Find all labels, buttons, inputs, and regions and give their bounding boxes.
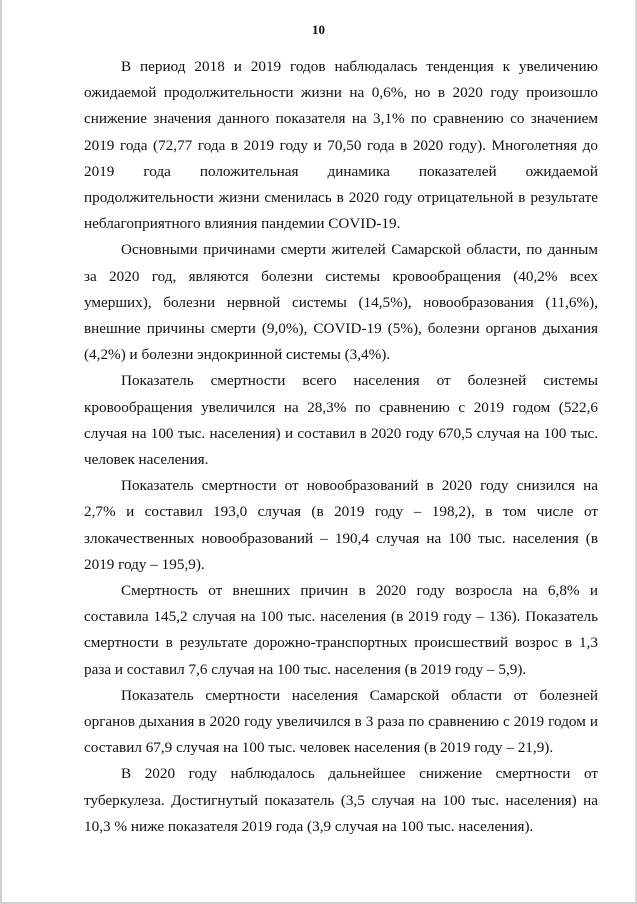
scan-edge-left xyxy=(0,0,2,904)
paragraph-life-expectancy: В период 2018 и 2019 годов наблюдалась тенденция к увеличению ожидаемой продолжительности жизни на 0,6%, но в 2020 году произошло снижение значения данного показателя на 3,1% по сравнению со значением 2019 года (72,77 года в 2019 году и 70,50 года в 2020 году). Многолетняя до 2019 года положительная динамика показателей ожидаемой продолжительности жизни сменилась в 2020 году отрицательной в результате неблагоприятного влияния пандемии COVID-19. xyxy=(84,58,598,233)
paragraph-causes-of-death: Основными причинами смерти жителей Самарской области, по данным за 2020 год, являются болезни системы кровообращения (40,2% всех умерших), болезни нервной системы (14,5%), новообразования (11,6%), внешние причины смерти (9,0%), COVID-19 (5%), болезни органов дыхания (4,2%) и болезни эндокринной системы (3,4%). xyxy=(84,241,598,364)
page-number: 10 xyxy=(312,22,325,37)
paragraph-external-causes: Смертность от внешних причин в 2020 году возросла на 6,8% и составила 145,2 случая на 100 тыс. населения (в 2019 году – 136). Показатель смертности в результате дорожно-транспортных происшествий возрос в 1,3 раза и составил 7,6 случая на 100 тыс. населения (в 2019 году – 5,9). xyxy=(84,582,598,678)
paragraph-circulatory-mortality: Показатель смертности всего населения от болезней системы кровообращения увеличился на 28,3% по сравнению с 2019 годом (522,6 случая на 100 тыс. населения) и составил в 2020 году 670,5 случая на 100 тыс. человек населения. xyxy=(84,372,598,469)
document-body xyxy=(84,54,598,840)
paragraph-tuberculosis: В 2020 году наблюдалось дальнейшее снижение смертности от туберкулеза. Достигнутый показатель (3,5 случая на 100 тыс. населения) на 10,3 % ниже показателя 2019 года (3,9 случая на 100 тыс. населения). xyxy=(84,765,598,835)
paragraph-respiratory-mortality: Показатель смертности населения Самарской области от болезней органов дыхания в 2020 году увеличился в 3 раза по сравнению с 2019 годом и составил 67,9 случая на 100 тыс. человек населения (в 2019 году – 21,9). xyxy=(84,686,598,757)
paragraph-neoplasm-mortality: Показатель смертности от новообразований в 2020 году снизился на 2,7% и составил 193,0 случая (в 2019 году – 198,2), в том числе от злокачественных новообразований – 190,4 случая на 100 тыс. населения (в 2019 году – 195,9). xyxy=(84,477,598,573)
